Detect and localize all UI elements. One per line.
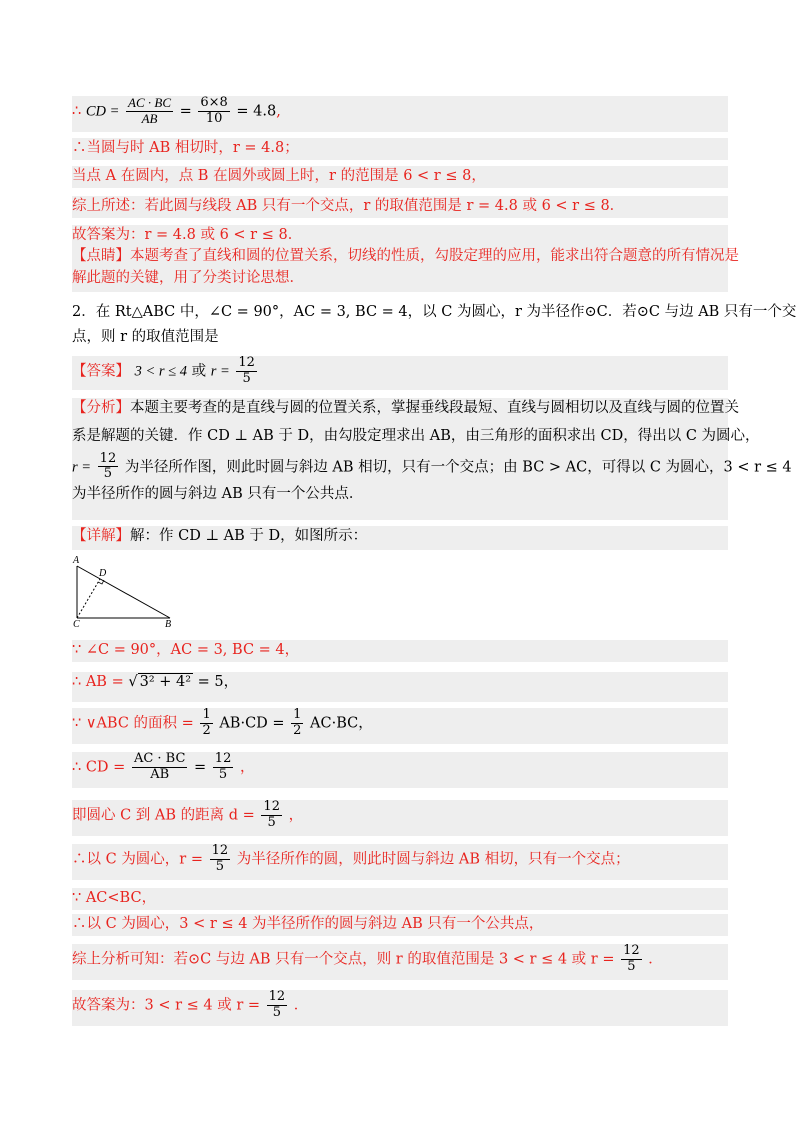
- label-a: A: [73, 555, 80, 566]
- frac-den: 5: [218, 766, 228, 782]
- frac-num: 6×8: [200, 95, 228, 110]
- answer-r: r =: [210, 363, 230, 380]
- frac-den: AB: [141, 110, 158, 126]
- step-2: [72, 672, 728, 702]
- step9-pre: 综上分析可知：若⊙C 与边 AB 只有一个交点，则 r 的取值范围是 3 < r ≤ 4 或 r =: [72, 951, 615, 968]
- punct: ,: [276, 103, 281, 120]
- analysis-text-3: 为半径所作图，则此时圆与斜边 AB 相切，只有一个交点；由 BC > AC，可得以 C 为圆心，3 < r ≤ 4: [124, 458, 792, 475]
- label-b: B: [165, 619, 172, 628]
- frac-num: 12: [268, 989, 286, 1004]
- step3-mid: AB·CD =: [219, 715, 285, 732]
- fraction-6x8-over-10: [198, 96, 229, 127]
- analysis-line-2: 系是解题的关键．作 CD ⊥ AB 于 D，由勾股定理求出 AB，由三角形的面积求出 CD，得出以 C 为圆心，: [72, 427, 760, 444]
- step-9: [72, 944, 728, 980]
- answer-range: 3 < r ≤ 4: [134, 363, 187, 380]
- final-pre: 故答案为：3 < r ≤ 4 或 r =: [72, 997, 261, 1014]
- frac-num: 1: [202, 707, 211, 722]
- equals: =: [179, 103, 192, 120]
- therefore-symbol: ∴: [72, 103, 82, 120]
- answer-tag: 【答案】: [72, 363, 130, 380]
- equals: =: [194, 759, 207, 776]
- step6-post: 为半径所作的圆，则此时圆与斜边 AB 相切，只有一个交点；: [236, 851, 630, 868]
- answer-block: [72, 356, 728, 390]
- step4-fraction-1: [132, 752, 187, 783]
- frac-den: AB: [150, 766, 170, 782]
- step2-pre: ∴ AB =: [72, 674, 124, 690]
- tangent-line: ∴当圆与时 AB 相切时，r = 4.8；: [72, 138, 728, 160]
- prev-answer-line: 故答案为：r = 4.8 或 6 < r ≤ 8．: [72, 225, 728, 247]
- detail-header: [72, 526, 728, 550]
- frac-num: 12: [99, 450, 117, 466]
- frac-den: 2: [293, 722, 302, 738]
- sqrt-radicand: 3² + 4²: [139, 674, 192, 690]
- analysis-text-1: 本题主要考查的是直线与圆的位置关系，掌握垂线段最短、直线与圆相切以及直线与圆的位置关: [130, 400, 739, 416]
- frac-num: 12: [623, 943, 640, 958]
- step-1: ∵ ∠C = 90°，AC = 3, BC = 4，: [72, 640, 728, 662]
- analysis-r: r =: [72, 458, 92, 475]
- step4-fraction-2: [213, 752, 234, 783]
- frac-den: 5: [272, 1004, 282, 1020]
- step-4: [72, 752, 728, 788]
- step-3: [72, 708, 728, 744]
- frac-num: 12: [263, 799, 280, 814]
- sqrt: √ 3² + 4²: [128, 674, 192, 690]
- q2-line-1: 2．在 Rt△ABC 中，∠C = 90°，AC = 3, BC = 4，以 C 为圆心，r 为半径作⊙C．若⊙C 与边 AB 只有一个交: [72, 304, 797, 320]
- step3-post: AC·BC，: [310, 715, 373, 732]
- frac-num: 12: [214, 751, 232, 766]
- summary-line: 综上所述：若此圆与线段 AB 只有一个交点，r 的取值范围是 r = 4.8 或 6 < r ≤ 8．: [72, 196, 728, 218]
- final-post: ．: [293, 997, 309, 1014]
- detail-intro: 解：作 CD ⊥ AB 于 D，如图所示：: [130, 528, 368, 544]
- comment-line-2: 解此题的关键，用了分类讨论思想．: [72, 269, 304, 286]
- inside-line: 当点 A 在圆内，点 B 在圆外或圆上时，r 的范围是 6 < r ≤ 8，: [72, 166, 728, 188]
- triangle-figure: [72, 552, 174, 628]
- q2-line-2: 点，则 r 的取值范围是: [72, 329, 219, 345]
- step4-post: ，: [239, 759, 255, 776]
- step9-post: ．: [648, 951, 663, 968]
- cd-result: = 4.8: [236, 103, 277, 120]
- frac-num: 12: [211, 843, 229, 858]
- comment-line-1: [72, 246, 739, 268]
- final-answer: [72, 990, 728, 1026]
- frac-den: 5: [103, 466, 113, 482]
- answer-or: 或: [191, 363, 207, 380]
- cd-formula-line: [72, 96, 728, 132]
- frac-den: 5: [215, 858, 225, 874]
- final-fraction: [267, 990, 288, 1021]
- triangle-svg: [72, 552, 174, 628]
- half-fraction-1: [200, 708, 212, 739]
- half-fraction-2: [291, 708, 303, 739]
- step5-pre: 即圆心 C 到 AB 的距离 d =: [72, 807, 255, 824]
- step-6: [72, 844, 728, 880]
- analysis-tag: 【分析】: [72, 400, 130, 416]
- step3-triangle-area: ∨ABC 的面积 =: [85, 715, 194, 732]
- step-7: ∵ AC<BC，: [72, 888, 728, 910]
- frac-den: 5: [267, 814, 276, 830]
- frac-den: 5: [242, 370, 251, 386]
- step-8: ∴以 C 为圆心，3 < r ≤ 4 为半径所作的圆与斜边 AB 只有一个公共点，: [72, 914, 728, 936]
- step9-fraction: [621, 944, 642, 975]
- cd-lhs: CD =: [85, 103, 120, 120]
- step6-fraction: [210, 844, 231, 875]
- answer-fraction: [236, 356, 257, 387]
- frac-num: 12: [238, 355, 255, 370]
- detail-tag: 【详解】: [72, 528, 130, 544]
- step5-fraction: [261, 800, 282, 831]
- step6-pre: ∴以 C 为圆心，r =: [72, 851, 204, 868]
- frac-den: 5: [627, 958, 636, 974]
- frac-den: 10: [205, 110, 223, 126]
- step2-post: = 5，: [197, 674, 239, 690]
- analysis-fraction: [98, 452, 119, 483]
- label-d: D: [99, 568, 107, 579]
- analysis-line-1: [72, 398, 739, 420]
- frac-num: 1: [293, 707, 302, 722]
- label-c: C: [73, 619, 80, 628]
- analysis-line-3: [72, 450, 792, 483]
- analysis-line-4: 为半径所作的圆与斜边 AB 只有一个公共点．: [72, 486, 364, 503]
- because-symbol: ∵: [72, 715, 82, 732]
- comment-block: [72, 246, 739, 292]
- analysis-block: [72, 398, 792, 520]
- comment-text-1: 本题考查了直线和圆的位置关系，切线的性质，勾股定理的应用，能求出符合题意的所有情况是: [130, 248, 739, 264]
- step5-post: ，: [288, 807, 304, 824]
- step4-pre: ∴ CD =: [72, 759, 126, 776]
- frac-num: AC · BC: [133, 751, 186, 766]
- frac-den: 2: [202, 722, 211, 738]
- fraction-ac-bc-over-ab: [126, 96, 173, 127]
- step-5: [72, 800, 728, 836]
- comment-tag: 【点睛】: [72, 248, 130, 264]
- frac-num: AC · BC: [128, 95, 171, 110]
